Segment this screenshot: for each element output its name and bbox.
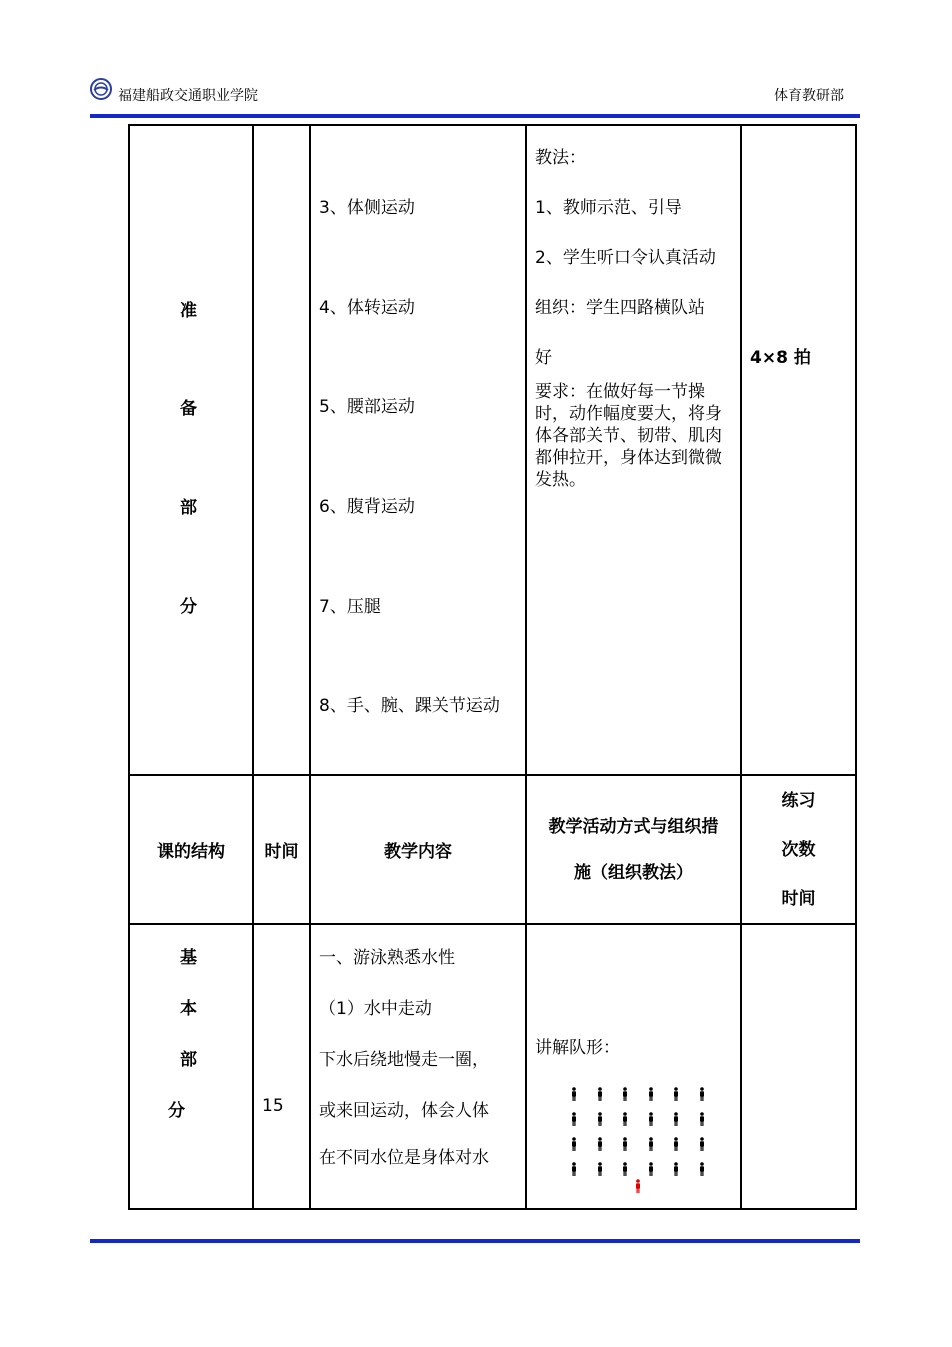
content-line: 下水后绕地慢走一圈， (319, 1050, 489, 1070)
basic-content-cell (310, 924, 526, 1209)
prep-section-char: 准 (180, 301, 197, 321)
basic-section-char: 分 (168, 1101, 185, 1121)
header-reps-line: 次数 (781, 839, 816, 860)
basic-section-char: 本 (180, 999, 197, 1019)
header-reps-line: 时间 (781, 888, 816, 909)
school-name: 福建船政交通职业学院 (118, 88, 258, 104)
teacher-figure-icon (635, 1179, 641, 1193)
header-reps (741, 775, 856, 924)
content-line: （1）水中走动 (319, 999, 432, 1019)
basic-reps-cell (741, 924, 856, 1209)
student-figure-icon (699, 1137, 705, 1151)
method-title: 教法： (535, 148, 586, 168)
student-figure-icon (571, 1112, 577, 1126)
department-name: 体育教研部 (774, 88, 844, 104)
student-figure-icon (597, 1112, 603, 1126)
student-figure-icon (699, 1087, 705, 1101)
prep-section-char: 分 (180, 597, 197, 617)
exercise-item: 6、腹背运动 (319, 497, 415, 517)
student-figure-icon (571, 1162, 577, 1176)
student-figure-icon (673, 1087, 679, 1101)
formation-diagram (571, 1087, 711, 1212)
basic-section-char: 基 (180, 948, 197, 968)
exercise-item: 7、压腿 (319, 597, 381, 617)
student-figure-icon (622, 1137, 628, 1151)
exercise-item: 4、体转运动 (319, 298, 415, 318)
exercise-item: 3、体侧运动 (319, 198, 415, 218)
student-figure-icon (571, 1137, 577, 1151)
header-structure: 课的结构 (129, 775, 253, 924)
content-line: 一、游泳熟悉水性 (319, 948, 455, 968)
prep-section-char: 备 (180, 399, 197, 419)
student-figure-icon (597, 1137, 603, 1151)
header-reps-line: 练习 (781, 790, 816, 811)
prep-content-cell (310, 125, 526, 775)
basic-section-row (129, 924, 856, 1209)
table-header-row (129, 775, 856, 924)
student-figure-icon (673, 1112, 679, 1126)
header-time: 时间 (253, 775, 310, 924)
school-emblem-icon (90, 78, 112, 100)
basic-time-value: 15 (262, 1096, 284, 1116)
prep-section-row (129, 125, 856, 775)
footer-rule (90, 1239, 860, 1243)
reps-value: 4×8 拍 (750, 348, 811, 368)
basic-section-title-cell (129, 924, 253, 1209)
student-figure-icon (648, 1112, 654, 1126)
formation-title: 讲解队形： (535, 1038, 620, 1058)
header-method (526, 775, 741, 924)
student-figure-icon (699, 1162, 705, 1176)
prep-time-cell (253, 125, 310, 775)
basic-section-char: 部 (180, 1050, 197, 1070)
prep-method-cell (526, 125, 741, 775)
method-line: 组织：学生四路横队站 (535, 298, 705, 318)
content-line: 在不同水位是身体对水 (319, 1148, 489, 1168)
page-header (90, 76, 860, 114)
prep-section-title-cell (129, 125, 253, 775)
student-figure-icon (673, 1137, 679, 1151)
student-figure-icon (571, 1087, 577, 1101)
basic-time-cell (253, 924, 310, 1209)
exercise-item: 8、手、腕、踝关节运动 (319, 696, 500, 716)
method-requirement: 要求：在做好每一节操时，动作幅度要大，将身体各部关节、韧带、肌肉都伸拉开，身体达到微微发热。 (535, 382, 722, 490)
header-method-line: 教学活动方式与组织措 (548, 816, 719, 837)
header-method-line: 施（组织教法） (574, 862, 693, 883)
header-rule (90, 114, 860, 118)
student-figure-icon (699, 1112, 705, 1126)
method-line: 2、学生听口令认真活动 (535, 248, 716, 268)
header-content: 教学内容 (310, 775, 526, 924)
student-figure-icon (673, 1162, 679, 1176)
basic-method-cell (526, 924, 741, 1209)
student-figure-icon (648, 1087, 654, 1101)
prep-section-char: 部 (180, 498, 197, 518)
student-figure-icon (648, 1137, 654, 1151)
content-line: 或来回运动，体会人体 (319, 1101, 489, 1121)
lesson-plan-table (128, 124, 857, 1210)
student-figure-icon (597, 1162, 603, 1176)
student-figure-icon (622, 1162, 628, 1176)
student-figure-icon (622, 1112, 628, 1126)
student-figure-icon (622, 1087, 628, 1101)
student-figure-icon (648, 1162, 654, 1176)
prep-reps-cell (741, 125, 856, 775)
method-line: 1、教师示范、引导 (535, 198, 682, 218)
exercise-item: 5、腰部运动 (319, 397, 415, 417)
student-figure-icon (597, 1087, 603, 1101)
method-line: 好 (535, 348, 552, 368)
